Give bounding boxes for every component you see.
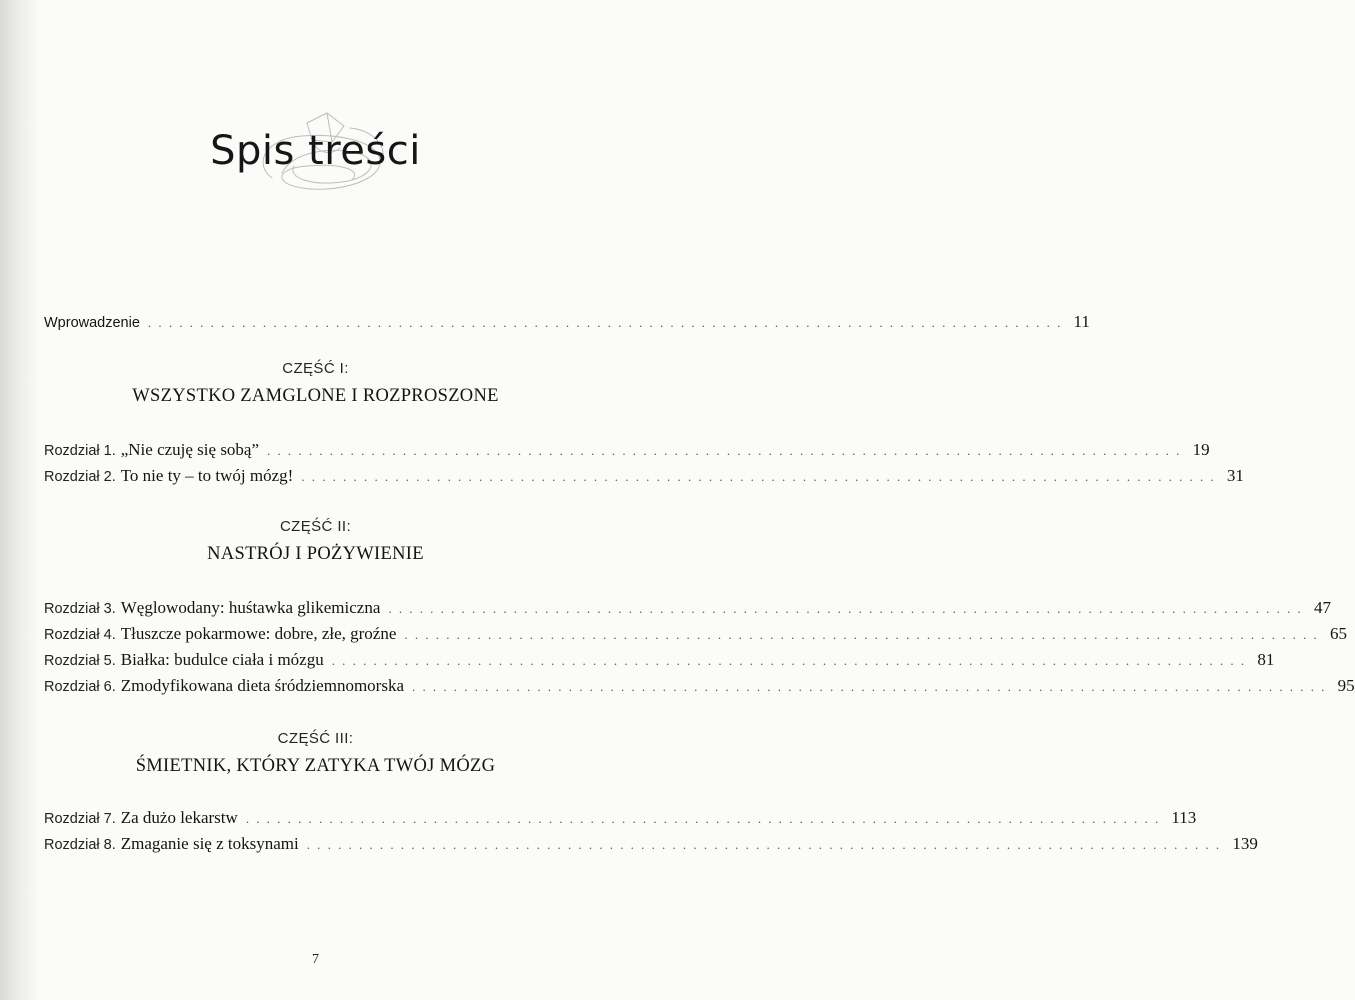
- part-3-label: CZĘŚĆ III:: [277, 730, 354, 747]
- dot-leader: ........................................................................................: [388, 601, 1308, 616]
- chapter-label: Rozdział 7.: [44, 811, 116, 827]
- chapter-title: Węglowodany: huśtawka glikemiczna: [120, 598, 381, 617]
- chapter-label: Rozdział 1.: [44, 443, 116, 459]
- chapter-page: 95: [1337, 676, 1355, 695]
- part-1-label: CZĘŚĆ I:: [282, 360, 349, 377]
- page-number: 7: [312, 952, 319, 967]
- chapter-page: 65: [1330, 624, 1347, 643]
- chapter-label: Rozdział 6.: [44, 679, 116, 695]
- chapter-page: 113: [1171, 808, 1197, 827]
- toc-entry-page: 11: [1073, 312, 1090, 331]
- chapter-label: Rozdział 2.: [44, 469, 116, 485]
- part-1-title: WSZYSTKO ZAMGLONE I ROZPROSZONE: [132, 386, 499, 406]
- toc-entry-chapter-4[interactable]: [44, 624, 1347, 650]
- chapter-page: 31: [1226, 466, 1244, 485]
- chapter-page: 139: [1232, 834, 1258, 853]
- part-3-title: ŚMIETNIK, KTÓRY ZATYKA TWÓJ MÓZG: [135, 756, 496, 776]
- part-2-label: CZĘŚĆ II:: [279, 518, 352, 535]
- toc-entry-chapter-2[interactable]: [44, 466, 1244, 492]
- chapter-page: 81: [1257, 650, 1275, 669]
- chapter-title: To nie ty – to twój mózg!: [120, 466, 294, 485]
- chapter-label: Rozdział 3.: [44, 601, 116, 617]
- dot-leader: ........................................................................................: [412, 679, 1332, 694]
- chapter-title: Za dużo lekarstw: [120, 808, 238, 827]
- toc-entry-chapter-1[interactable]: [44, 440, 1210, 466]
- part-2-title: NASTRÓJ I POŻYWIENIE: [207, 544, 424, 564]
- dot-leader: ........................................................................................: [301, 469, 1221, 484]
- page-title: Spis treści: [210, 128, 421, 174]
- dot-leader: ........................................................................................: [331, 653, 1252, 668]
- chapter-title: Zmaganie się z toksynami: [120, 834, 299, 853]
- chapter-title: Zmodyfikowana dieta śródziemnomorska: [120, 676, 404, 695]
- dot-leader: ........................................................................................: [267, 443, 1187, 458]
- dot-leader: ........................................................................................: [404, 627, 1324, 642]
- dot-leader: ........................................................................................: [245, 811, 1166, 826]
- chapter-title: „Nie czuję się sobą”: [120, 440, 260, 459]
- chapter-title: Tłuszcze pokarmowe: dobre, złe, groźne: [120, 624, 397, 643]
- toc-entry-chapter-3[interactable]: [44, 598, 1331, 624]
- toc-entry-chapter-7[interactable]: [44, 808, 1197, 834]
- chapter-label: Rozdział 4.: [44, 627, 116, 643]
- dot-leader: ........................................................................................: [306, 837, 1227, 852]
- toc-entry-chapter-8[interactable]: [44, 834, 1258, 860]
- chapter-label: Rozdział 8.: [44, 837, 116, 853]
- chapter-page: 47: [1313, 598, 1331, 617]
- toc-entry-title: Wprowadzenie: [44, 315, 140, 331]
- toc-entry-introduction[interactable]: [44, 312, 1090, 338]
- chapter-title: Białka: budulce ciała i mózgu: [120, 650, 324, 669]
- chapter-page: 19: [1192, 440, 1210, 459]
- chapter-label: Rozdział 5.: [44, 653, 116, 669]
- dot-leader: ........................................................................................: [147, 315, 1068, 330]
- toc-entry-chapter-5[interactable]: [44, 650, 1275, 676]
- toc-entry-chapter-6[interactable]: [44, 676, 1355, 702]
